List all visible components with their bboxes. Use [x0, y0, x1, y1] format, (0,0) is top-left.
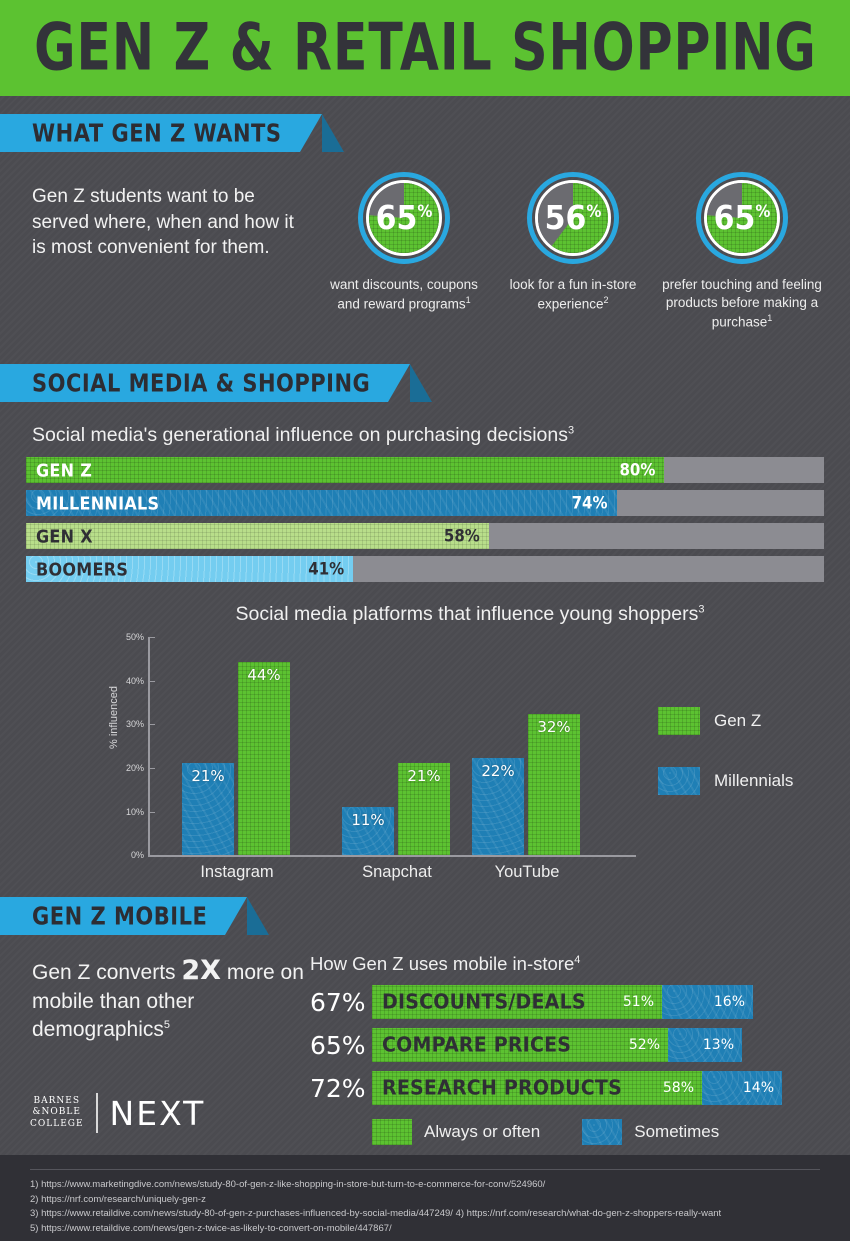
- bar-millennials: 21%: [182, 763, 234, 855]
- segment-always-often: [372, 985, 662, 1019]
- mobile-lead-text: Gen Z converts 2X more on mobile than other demographics$^5$: [32, 955, 304, 1041]
- source-line: 3) https://www.retaildive.com/news/study-80-of-gen-z-purchases-influenced-by-social-media/447249/ 4) https://nrf.com/research/what-do-gen-z-shoppers-really-want: [30, 1208, 722, 1220]
- bar-row: [26, 457, 824, 483]
- y-tick: 40%: [126, 676, 150, 686]
- stacked-row-compare-prices: [310, 1028, 828, 1062]
- banner-tail-light: [388, 364, 410, 402]
- banner-social-media-shopping: [0, 364, 850, 402]
- legend-label: Millennials: [714, 771, 794, 791]
- banner-label: WHAT GEN Z WANTS: [32, 118, 282, 148]
- wants-lead-text: Gen Z students want to be served where, when and how it is most convenient for them.: [32, 186, 294, 259]
- bar-value: 74%: [571, 493, 608, 514]
- bar-millennials: 11%: [342, 807, 394, 855]
- banner-gen-z-mobile: [0, 897, 850, 935]
- y-tick: 20%: [126, 763, 150, 773]
- banner-tail-dark: [410, 364, 432, 402]
- generational-influence-bars: [0, 457, 850, 582]
- banner-tail-dark: [247, 897, 269, 935]
- segment-category-label: RESEARCH PRODUCTS: [382, 1076, 622, 1101]
- stat-item: [320, 172, 488, 332]
- segment-value: 13%: [702, 1037, 734, 1054]
- bar-row: [26, 490, 824, 516]
- plot-area: [125, 632, 636, 882]
- bar-value: 58%: [443, 526, 480, 547]
- stat-caption: look for a fun in-store experience$^2$: [509, 277, 637, 312]
- legend-label: Always or often: [424, 1122, 541, 1142]
- y-tick: 10%: [126, 807, 150, 817]
- platforms-column-chart: [0, 589, 850, 889]
- segment-category-label: COMPARE PRICES: [382, 1033, 572, 1058]
- logo-next: NEXT: [109, 1093, 206, 1133]
- stat-caption: want discounts, coupons and reward programs$^1$: [330, 277, 478, 312]
- bar-label: GEN Z: [36, 459, 93, 481]
- segment-value: 58%: [662, 1080, 694, 1097]
- platforms-chart-title: Social media platforms that influence young shoppers$^3$: [235, 603, 705, 626]
- y-axis-label: % influenced: [108, 686, 120, 750]
- segment-sometimes: [702, 1071, 782, 1105]
- x-tick-instagram: Instagram: [200, 863, 274, 882]
- legend-swatch-genz: [658, 707, 700, 735]
- segment-always-often: [372, 1071, 702, 1105]
- bar-genz: 21%: [398, 763, 450, 855]
- row-total: 65%: [310, 1030, 366, 1060]
- segment-sometimes: [662, 985, 753, 1019]
- bar-millennials: 22%: [472, 758, 524, 855]
- mobile-chart-title: How Gen Z uses mobile in-store$^4$: [310, 953, 581, 975]
- wants-donut-group: [300, 172, 826, 332]
- logo-divider: [96, 1093, 98, 1133]
- stat-caption: prefer touching and feeling products before making a purchase$^1$: [662, 277, 822, 330]
- banner-label: GEN Z MOBILE: [32, 901, 208, 931]
- bar-row: [26, 523, 824, 549]
- x-tick-youtube: YouTube: [494, 863, 560, 882]
- banner-tail-light: [225, 897, 247, 935]
- banner-tail-dark: [322, 114, 344, 152]
- donut-value: 65%: [375, 198, 433, 238]
- page-title: GEN Z & RETAIL SHOPPING: [33, 10, 817, 86]
- bar-group-snapchat: [342, 763, 450, 855]
- y-tick: 0%: [131, 850, 150, 860]
- bar-group-instagram: [182, 662, 290, 856]
- stacked-row-research-products: [310, 1071, 828, 1105]
- bar-genz: 32%: [528, 714, 580, 855]
- mobile-chart-legend: [310, 1119, 828, 1145]
- source-line: 1) https://www.marketingdive.com/news/study-80-of-gen-z-like-shopping-in-store-but-turn-to-e-commerce-for-conv/524960/: [30, 1179, 546, 1190]
- bar-label: BOOMERS: [36, 558, 129, 580]
- footer-divider: [30, 1169, 820, 1170]
- row-total: 67%: [310, 987, 366, 1017]
- donut-value: 56%: [544, 198, 602, 238]
- banner-what-gen-z-wants: [0, 114, 850, 152]
- segment-sometimes: [668, 1028, 742, 1062]
- y-tick: 50%: [126, 632, 150, 642]
- stat-item: [658, 172, 826, 332]
- legend-swatch-millennials: [658, 767, 700, 795]
- legend-swatch-always-often: [372, 1119, 412, 1145]
- logo-barnes-noble: BARNES &NOBLE COLLEGE: [30, 1096, 84, 1129]
- stacked-row-discounts: [310, 985, 828, 1019]
- x-tick-snapchat: Snapchat: [362, 863, 432, 882]
- y-tick: 30%: [126, 719, 150, 729]
- donut-chart-56-instore: [527, 172, 619, 264]
- donut-chart-65-touch: [696, 172, 788, 264]
- bar-label: GEN X: [36, 525, 93, 547]
- section-social-media-shopping: [0, 364, 850, 889]
- platforms-chart-legend: [658, 707, 793, 827]
- segment-value: 51%: [622, 994, 654, 1011]
- page-header: [0, 0, 850, 96]
- bar-row: [26, 556, 824, 582]
- bar-value: 80%: [619, 460, 656, 481]
- legend-label: Sometimes: [634, 1122, 720, 1142]
- donut-value: 65%: [713, 198, 771, 238]
- banner-label: SOCIAL MEDIA & SHOPPING: [32, 368, 371, 398]
- legend-item-genz: [658, 707, 793, 735]
- legend-item-millennials: [658, 767, 793, 795]
- segment-category-label: DISCOUNTS/DEALS: [382, 990, 586, 1015]
- segment-always-often: [372, 1028, 668, 1062]
- row-total: 72%: [310, 1073, 366, 1103]
- segment-value: 14%: [742, 1080, 774, 1097]
- bar-label: MILLENNIALS: [36, 492, 160, 514]
- bar-value: 41%: [308, 559, 345, 580]
- section-what-gen-z-wants: [0, 96, 850, 332]
- generational-influence-title: Social media's generational influence on purchasing decisions$^3$: [32, 424, 575, 447]
- segment-value: 52%: [628, 1037, 660, 1054]
- footer-sources: [0, 1155, 850, 1241]
- logo-barnes-noble-college-next: [30, 1093, 205, 1133]
- source-line: 2) https://nrf.com/research/uniquely-gen-z: [30, 1193, 206, 1205]
- stat-item: [489, 172, 657, 332]
- donut-chart-65-discounts: [358, 172, 450, 264]
- segment-value: 16%: [713, 994, 745, 1011]
- bar-group-youtube: [472, 714, 580, 855]
- bar-genz: 44%: [238, 662, 290, 856]
- banner-tail-light: [300, 114, 322, 152]
- legend-label: Gen Z: [714, 711, 762, 731]
- source-line: 5) https://www.retaildive.com/news/gen-z-twice-as-likely-to-convert-on-mobile/447867/: [30, 1223, 392, 1235]
- legend-swatch-sometimes: [582, 1119, 622, 1145]
